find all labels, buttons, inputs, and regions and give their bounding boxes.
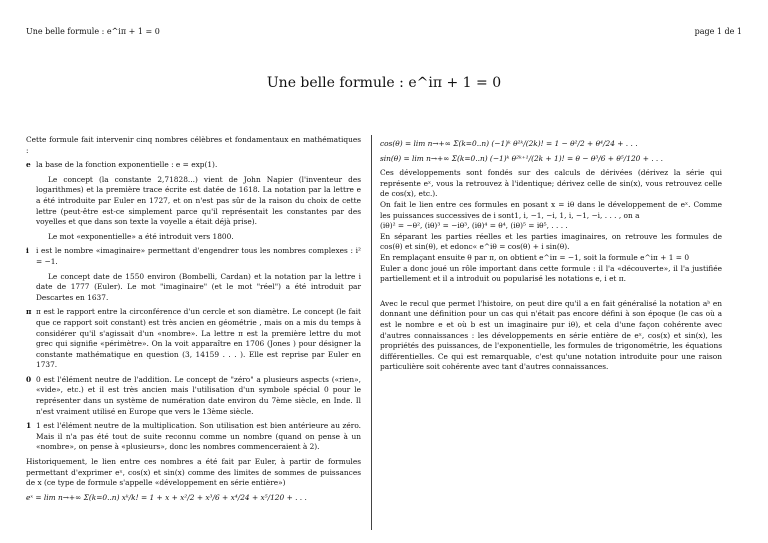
zero-definition: 0 est l'élément neutre de l'addition. Le concept de "zéro" a plusieurs aspects («rien», «vide», etc.) et il est très ancien mais l'utilisation d'un symbole spécial 0 pour le représenter dans un système de numération date environ du 7ème siècle, en Inde. Il n'est vraiment utilisé en Europe que vers le 13ème siècle. bbox=[36, 374, 361, 416]
intro-paragraph: Cette formule fait intervenir cinq nombres célèbres et fondamentaux en mathématiques : bbox=[26, 135, 361, 155]
i-definition: i est le nombre «imaginaire» permettant d'engendrer tous les nombres complexes : i² = −1. bbox=[36, 246, 361, 266]
one-definition: 1 est l'élément neutre de la multiplication. Son utilisation est bien antérieure au zéro. Mais il n'a pas été tout de suite reconnu comme un nombre (quand on pense à un «nombre», on pense à «plusieurs», donc les nombres commenceraient à 2). bbox=[36, 421, 361, 452]
term-one: 1 bbox=[26, 421, 32, 431]
page-title: Une belle formule : e^iπ + 1 = 0 bbox=[266, 75, 502, 91]
right-paragraph-6: Euler a donc joué un rôle important dans cette formule : il l'a «découverte», il l'a justifiée partiellement et il a introduit ou popularisé les notations e, i et π. bbox=[380, 263, 722, 284]
term-e: e bbox=[26, 160, 31, 170]
right-paragraph-3: (iθ)² = −θ², (iθ)³ = −iθ³, (iθ)⁴ = θ⁴, (iθ)⁵ = iθ⁵, . . . . bbox=[380, 221, 568, 231]
right-paragraph-4: En séparant les parties réelles et les parties imaginaires, on retrouve les formules de cos(θ) et sin(θ), et edonc« e^iθ = cos(θ) + i sin(θ). bbox=[380, 231, 722, 252]
exp-series-equation: eˣ = lim n→+∞ Σ(k=0..n) xᵏ/k! = 1 + x + x²/2 + x³/6 + x⁴/24 + x⁵/120 + . . . bbox=[26, 492, 307, 502]
i-paragraph-1: Le concept date de 1550 environ (Bombelli, Cardan) et la notation par la lettre i date de 1777 (Euler). Le mot "imaginaire" (et le mot "réel") a été introduit par Descartes en 1637. bbox=[36, 271, 361, 302]
item-e bbox=[26, 160, 361, 242]
e-paragraph-1: Le concept (la constante 2,71828...) vient de John Napier (l'inventeur des logarithmes) et la première trace écrite est datée de 1618. La notation par la lettre e a été introduite par Euler en 1727, et on n'est pas sûr de la raison du choix de cette lettre (peut-être est-ce simplement parce qu'il représentait les constantes par des voyelles et que dans son texte la voyelle a était déjà prise). bbox=[36, 174, 361, 227]
column-divider bbox=[371, 135, 372, 530]
e-paragraph-2: Le mot «exponentielle» a été introduit vers 1800. bbox=[48, 231, 234, 241]
history-paragraph: Historiquement, le lien entre ces nombres a été fait par Euler, à partir de formules permettant d'exprimer eˣ, cos(x) et sin(x) comme des limites de sommes de puissances de x (ce type de formule s'appelle «développement en série entière») bbox=[26, 457, 361, 488]
right-paragraph-1: Ces développements sont fondés sur des calculs de dérivées (dérivez la série qui représente eˣ, vous la retrouvez à l'identique; dérivez celle de sin(x), vous retrouvez celle de cos(x), etc.). bbox=[380, 168, 722, 199]
item-i bbox=[26, 246, 361, 303]
term-pi: π bbox=[26, 307, 32, 317]
term-i: i bbox=[26, 246, 29, 256]
cos-series-equation: cos(θ) = lim n→+∞ Σ(k=0..n) (−1)ᵏ θ²ᵏ/(2k)! = 1 − θ²/2 + θ⁴/24 + . . . bbox=[380, 139, 638, 148]
right-column bbox=[380, 135, 722, 373]
right-paragraph-2: On fait le lien entre ces formules en posant x = iθ dans le développement de eˣ. Comme les puissances successives de i sont1, i, −1, −i, 1, i, −1, −i, . . . , on a bbox=[380, 199, 722, 220]
left-column bbox=[26, 135, 361, 507]
item-pi bbox=[26, 307, 361, 371]
term-zero: 0 bbox=[26, 374, 32, 384]
sin-series-equation: sin(θ) = lim n→+∞ Σ(k=0..n) (−1)ᵏ θ²ᵏ⁺¹/(2k + 1)! = θ − θ³/6 + θ⁵/120 + . . . bbox=[380, 153, 663, 163]
right-paragraph-5: En remplaçant ensuite θ par π, on obtient e^iπ = −1, soit la formule e^iπ + 1 = 0 bbox=[380, 252, 690, 262]
item-zero bbox=[26, 375, 361, 417]
item-one bbox=[26, 421, 361, 453]
right-paragraph-7: Avec le recul que permet l'histoire, on peut dire qu'il a en fait généralisé la notation aᵇ en donnant une définition pour un cas qui n'était pas encore défini à son époque (le cas où a est le nombre e et où b est un imaginaire pur iθ), et cela d'une façon cohérente avec d'autres connaissances : les développements en série entière de eˣ, cos(x) et sin(x), les propriétés des puissances, de l'exponentielle, les formules de trigonométrie, les équations différentielles. Ce qui est remarquable, c'est qu'une notation introduite pour une raison particulière soit cohérente avec tant d'autres connaissances. bbox=[380, 298, 722, 372]
pi-definition: π est le rapport entre la circonférence d'un cercle et son diamètre. Le concept (le fait que ce rapport soit constant) est très ancien en géométrie , mais on a mis du temps à considérer qu'il s'agissait d'un «nombre». La lettre π est la première lettre du mot grec qui signifie «périmètre». On la voit apparaître en 1706 (Jones ) pour désigner la constante mathématique en question (3, 14159 . . . ). Elle est reprise par Euler en 1737. bbox=[36, 307, 361, 370]
running-header: Une belle formule : e^iπ + 1 = 0 bbox=[26, 27, 160, 36]
e-definition: la base de la fonction exponentielle : e = exp(1). bbox=[36, 160, 218, 170]
page-number: page 1 de 1 bbox=[694, 27, 742, 36]
